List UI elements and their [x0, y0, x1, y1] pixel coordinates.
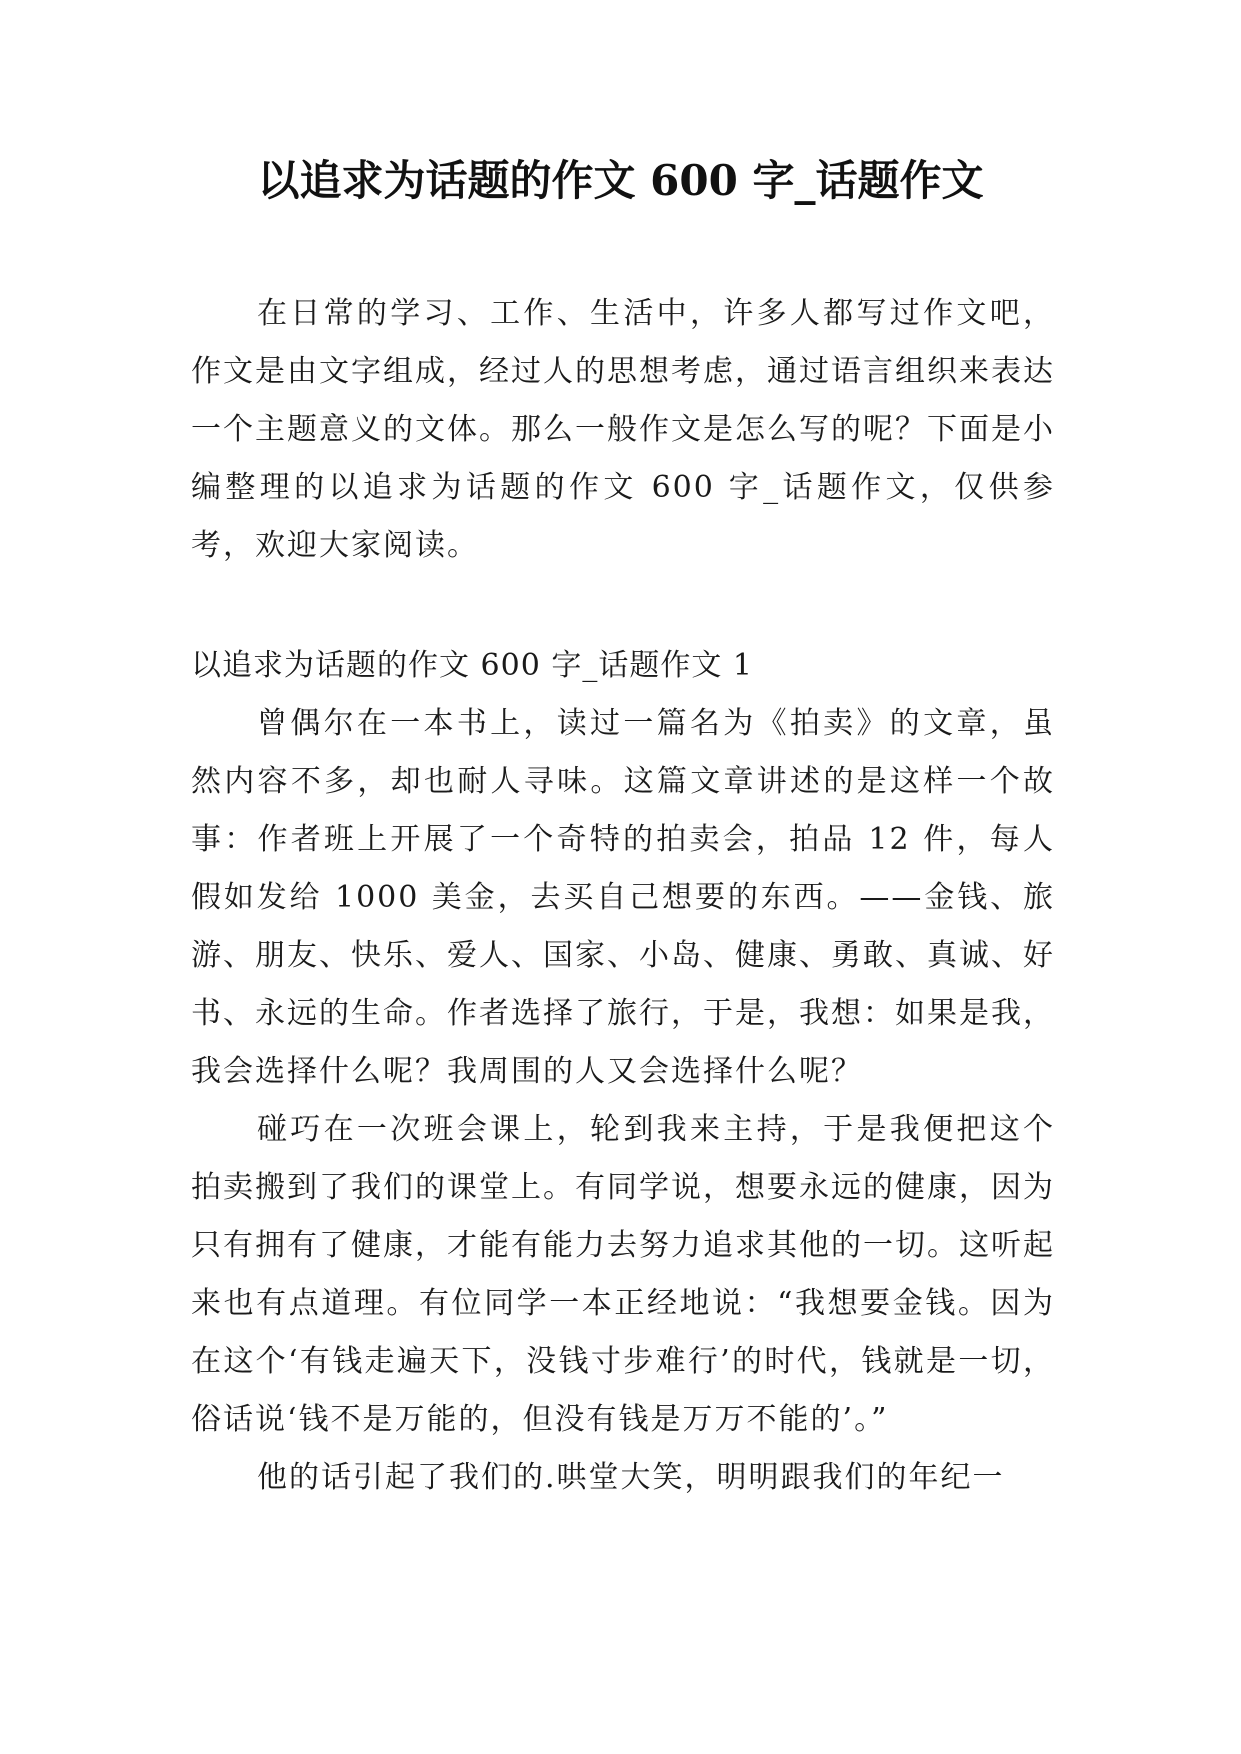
essay-section — [191, 637, 1055, 1507]
intro-block — [191, 285, 1055, 575]
intro-paragraph: 在日常的学习、工作、生活中，许多人都写过作文吧，作文是由文字组成，经过人的思想考虑，通过语言组织来表达一个主题意义的文体。那么一般作文是怎么写的呢？下面是小编整理的以追求为话题的作文 600 字_话题作文，仅供参考，欢迎大家阅读。 — [191, 296, 1055, 563]
essay-paragraph-1: 曾偶尔在一本书上，读过一篇名为《拍卖》的文章，虽然内容不多，却也耐人寻味。这篇文章讲述的是这样一个故事：作者班上开展了一个奇特的拍卖会，拍品 12 件，每人假如发给 1000 美金，去买自己想要的东西。——金钱、旅游、朋友、快乐、爱人、国家、小岛、健康、勇敢、真诚、好书、永远的生命。作者选择了旅行，于是，我想：如果是我，我会选择什么呢？我周围的人又会选择什么呢？ — [191, 706, 1055, 1089]
essay-paragraph-3: 他的话引起了我们的.哄堂大笑，明明跟我们的年纪一 — [257, 1460, 1005, 1495]
section-heading: 以追求为话题的作文 600 字_话题作文 1 — [191, 648, 753, 683]
essay-paragraph-2: 碰巧在一次班会课上，轮到我来主持，于是我便把这个拍卖搬到了我们的课堂上。有同学说，想要永远的健康，因为只有拥有了健康，才能有能力去努力追求其他的一切。这听起来也有点道理。有位同学一本正经地说：“我想要金钱。因为在这个‘有钱走遍天下，没钱寸步难行’的时代，钱就是一切，俗话说‘钱不是万能的，但没有钱是万万不能的’。” — [191, 1112, 1055, 1437]
document-title: 以追求为话题的作文 600 字_话题作文 — [257, 156, 984, 205]
